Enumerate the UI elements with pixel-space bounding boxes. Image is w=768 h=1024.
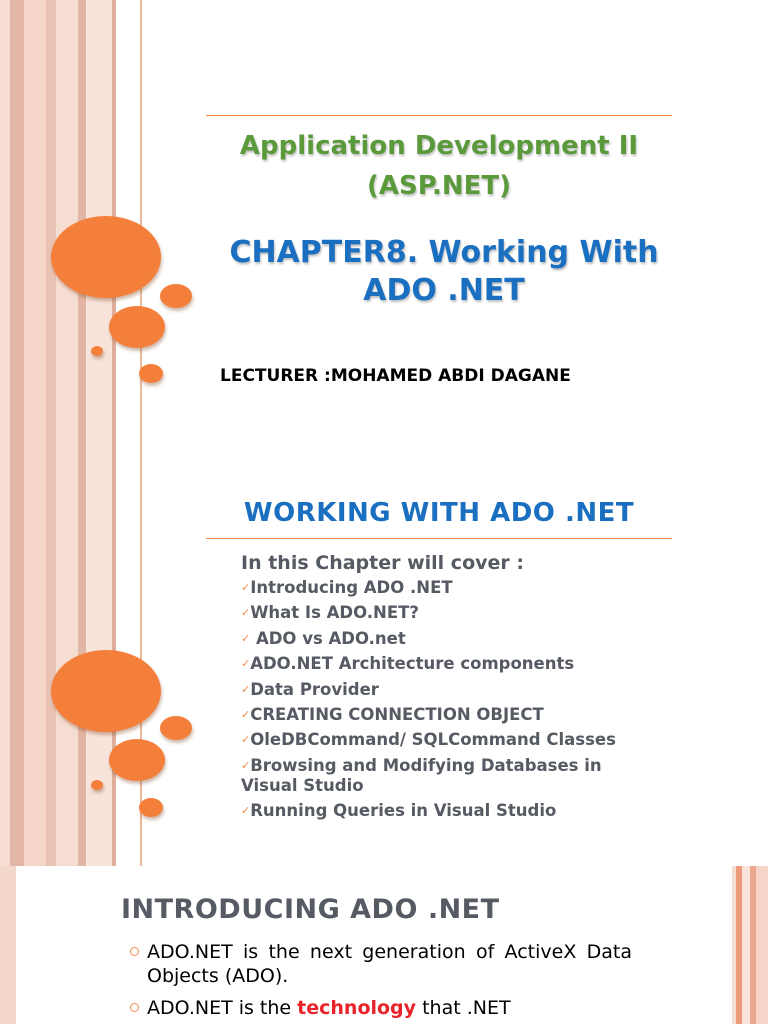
decorative-circle-small (139, 364, 163, 383)
check-icon: ✓ (241, 804, 251, 818)
decorative-circle-large (51, 216, 161, 298)
decorative-circle-small (139, 798, 163, 817)
list-item: ✓ ADO vs ADO.net (241, 628, 406, 648)
check-icon: ✓ (241, 631, 251, 645)
heading-rule (206, 538, 672, 539)
chapter-topics-list (241, 578, 661, 827)
list-item: ✓CREATING CONNECTION OBJECT (241, 704, 544, 724)
decorative-circle-small (160, 284, 192, 308)
bullet-list (130, 940, 632, 1024)
bullet-icon (130, 947, 139, 956)
bullet-icon (130, 1003, 139, 1012)
highlight-text: technology (297, 997, 417, 1019)
decorative-stripes (732, 866, 768, 1024)
title-rule (206, 115, 672, 116)
check-icon: ✓ (241, 758, 251, 772)
list-item: ADO.NET is the next generation of ActiveX Data Objects (ADO). (130, 940, 632, 988)
check-icon: ✓ (241, 682, 251, 696)
decorative-circle-small (160, 716, 192, 740)
course-title-line1: Application Development II (239, 131, 639, 161)
check-icon: ✓ (241, 657, 251, 671)
decorative-circle-tiny (91, 780, 103, 790)
decorative-circle-medium (109, 306, 165, 348)
check-icon: ✓ (241, 707, 251, 721)
list-item: ✓Introducing ADO .NET (241, 578, 453, 597)
list-item: ✓What Is ADO.NET? (241, 603, 419, 623)
list-item: ✓Running Queries in Visual Studio (241, 801, 557, 821)
decorative-stripes (0, 0, 150, 432)
slide-title (0, 0, 768, 432)
check-icon: ✓ (241, 733, 251, 747)
list-item: ✓Browsing and Modifying Databases in Visual Studio (241, 755, 602, 795)
lecturer-name: LECTURER :MOHAMED ABDI DAGANE (220, 366, 571, 386)
list-item: ADO.NET is the technology that .NET (130, 996, 632, 1020)
decorative-edge (0, 866, 16, 1024)
slide-heading: WORKING WITH ADO .NET (243, 498, 635, 528)
list-item: ✓Data Provider (241, 679, 379, 699)
decorative-stripes (0, 432, 150, 866)
list-item: ✓ADO.NET Architecture components (241, 654, 575, 674)
slide-contents (0, 432, 768, 866)
check-icon: ✓ (241, 606, 251, 620)
decorative-circle-medium (109, 739, 165, 781)
slide-introducing (0, 866, 768, 1024)
list-item: ✓OleDBCommand/ SQLCommand Classes (241, 730, 616, 750)
slide-heading: INTRODUCING ADO .NET (121, 894, 500, 925)
chapter-intro: In this Chapter will cover : (241, 552, 524, 574)
chapter-title-line2: ADO .NET (363, 273, 525, 308)
decorative-circle-tiny (91, 346, 103, 356)
course-title-line2: (ASP.NET) (366, 171, 512, 201)
decorative-circle-large (51, 650, 161, 732)
chapter-title-line1: CHAPTER8. Working With (229, 235, 659, 270)
check-icon: ✓ (241, 581, 251, 594)
